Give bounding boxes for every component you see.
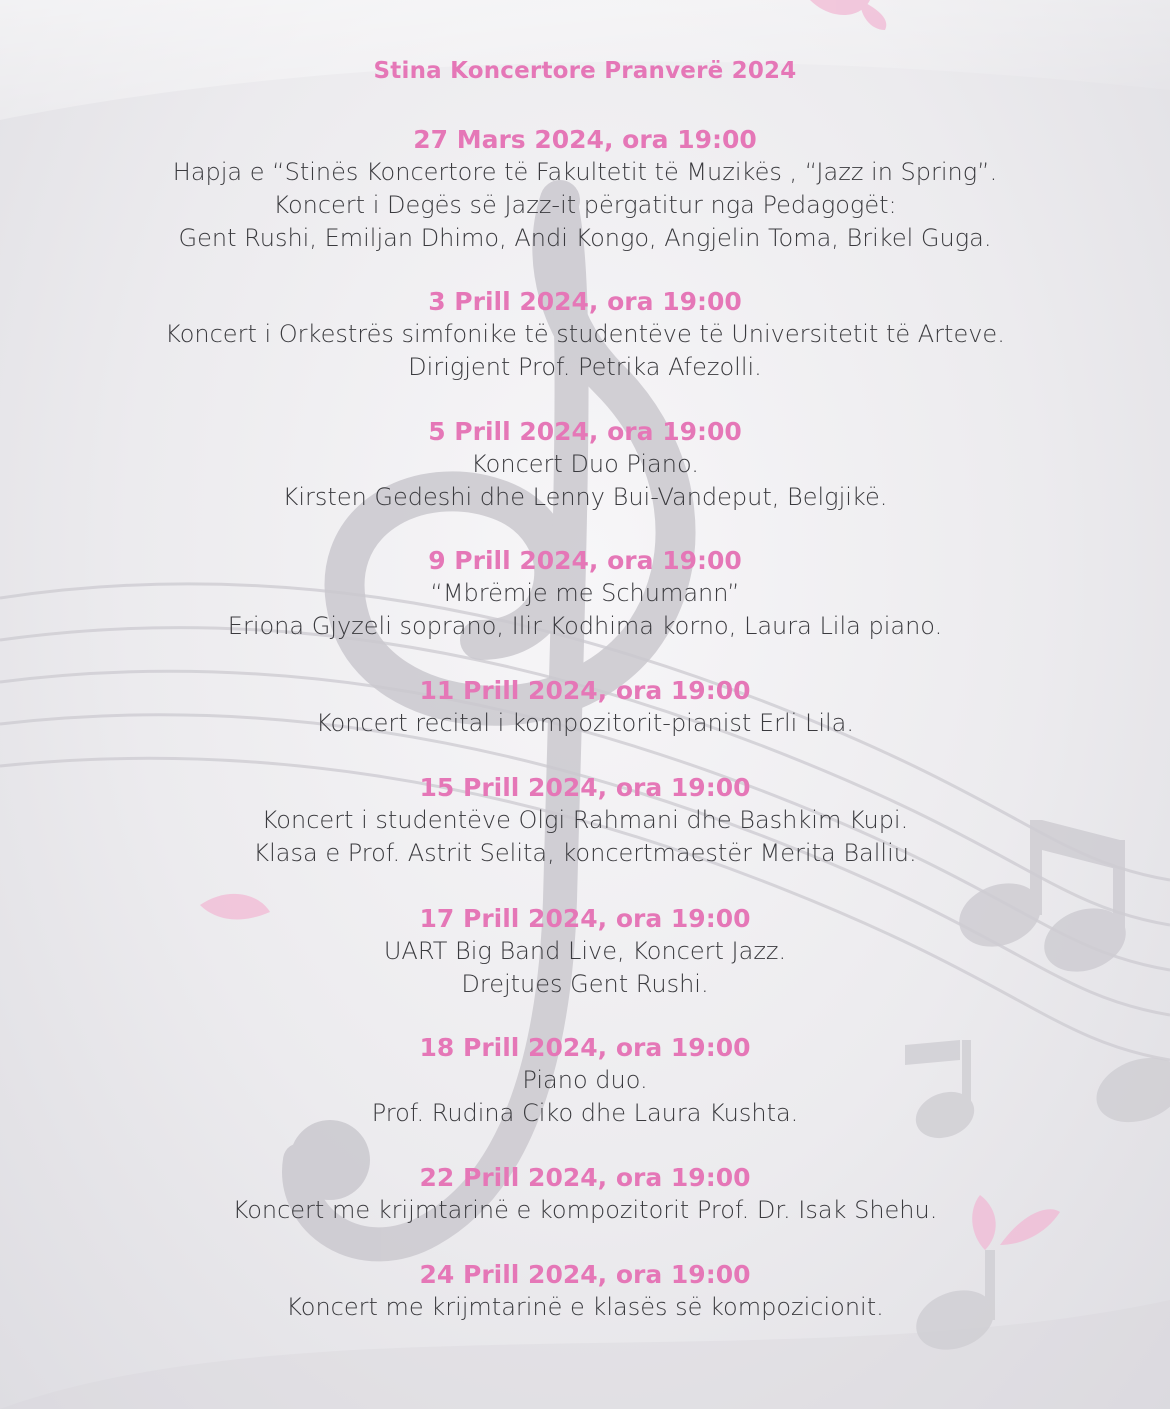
event-description: Piano duo. [522, 1066, 648, 1094]
event-item [0, 771, 1170, 870]
event-item [0, 415, 1170, 514]
event-date: 11 Prill 2024, ora 19:00 [419, 676, 751, 705]
event-item [0, 1161, 1170, 1227]
event-description: Koncert i Degës së Jazz-it përgatitur nga Pedagogët: [273, 191, 897, 219]
event-description: Koncert i Orkestrës simfonike të studentëve të Universitetit të Arteve. [165, 320, 1005, 348]
event-description: UART Big Band Live, Koncert Jazz. [383, 937, 787, 965]
event-description: Gent Rushi, Emiljan Dhimo, Andi Kongo, Angjelin Toma, Brikel Guga. [178, 224, 992, 252]
event-date: 3 Prill 2024, ora 19:00 [428, 287, 742, 316]
event-description: Kirsten Gedeshi dhe Lenny Bui-Vandeput, Belgjikë. [282, 483, 888, 511]
event-description: Koncert recital i kompozitorit-pianist Erli Lila. [315, 709, 855, 737]
event-item [0, 1258, 1170, 1324]
event-date: 17 Prill 2024, ora 19:00 [419, 904, 751, 933]
event-date: 27 Mars 2024, ora 19:00 [413, 125, 757, 154]
event-description: Koncert me krijmtarinë e kompozitorit Prof. Dr. Isak Shehu. [232, 1196, 938, 1224]
event-description: Eriona Gjyzeli soprano, Ilir Kodhima korno, Laura Lila piano. [227, 612, 943, 640]
event-description: Koncert i studentëve Olgi Rahmani dhe Bashkim Kupi. [261, 806, 909, 834]
event-date: 18 Prill 2024, ora 19:00 [419, 1033, 751, 1062]
event-item [0, 123, 1170, 255]
event-item [0, 1031, 1170, 1130]
event-description: Hapja e “Stinës Koncertore të Fakultetit të Muzikës , “Jazz in Spring”. [172, 158, 998, 186]
event-item [0, 544, 1170, 643]
event-description: Drejtues Gent Rushi. [461, 970, 709, 998]
event-description: “Mbrëmje me Schumann” [430, 579, 740, 607]
event-date: 9 Prill 2024, ora 19:00 [428, 546, 742, 575]
event-date: 22 Prill 2024, ora 19:00 [419, 1163, 751, 1192]
event-date: 24 Prill 2024, ora 19:00 [419, 1260, 751, 1289]
page-title: Stina Koncertore Pranverë 2024 [373, 58, 797, 84]
event-item [0, 674, 1170, 740]
event-item [0, 902, 1170, 1001]
event-description: Koncert Duo Piano. [471, 450, 699, 478]
event-date: 5 Prill 2024, ora 19:00 [428, 417, 742, 446]
event-description: Koncert me krijmtarinë e klasës së kompozicionit. [286, 1293, 884, 1321]
event-description: Klasa e Prof. Astrit Selita, koncertmaestër Merita Balliu. [253, 839, 917, 867]
event-item [0, 285, 1170, 384]
event-description: Prof. Rudina Ciko dhe Laura Kushta. [371, 1099, 799, 1127]
event-description: Dirigjent Prof. Petrika Afezolli. [408, 353, 762, 381]
event-date: 15 Prill 2024, ora 19:00 [419, 773, 751, 802]
